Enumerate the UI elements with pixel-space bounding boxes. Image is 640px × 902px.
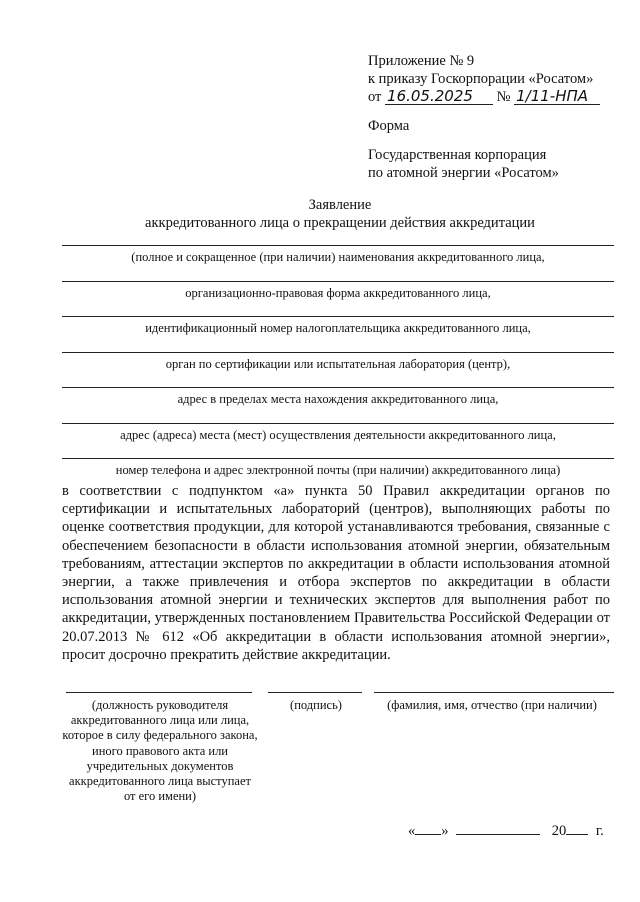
month-fill-line[interactable] (456, 822, 540, 835)
field-name[interactable] (62, 245, 614, 265)
full-name-fill-line[interactable] (374, 692, 614, 693)
fill-line[interactable] (62, 245, 614, 246)
handwritten-date: 16.05.2025 (385, 88, 493, 105)
form-label: Форма (368, 118, 410, 134)
field-activity-address[interactable] (62, 423, 614, 443)
field-caption: идентификационный номер налогоплательщика аккредитованного лица, (145, 321, 531, 335)
field-legal-form[interactable] (62, 281, 614, 301)
org-line-2: по атомной энергии «Росатом» (368, 165, 559, 181)
fill-line[interactable] (62, 281, 614, 282)
fill-line[interactable] (62, 387, 614, 388)
signature-caption: (подпись) (290, 698, 342, 712)
title-line-2: аккредитованного лица о прекращении действия аккредитации (145, 215, 535, 231)
year-suffix: г. (595, 823, 604, 839)
field-caption: орган по сертификации или испытательная лаборатория (центр), (165, 357, 511, 371)
position-fill-line[interactable] (66, 692, 252, 693)
org-line-1: Государственная корпорация (368, 147, 547, 163)
position-caption: (должность руководителя аккредитованного лица или лица, которое в силу федерального закона, иного правового акта или учредительных документов аккредитованного лица выступает от его имени) (62, 698, 258, 804)
open-quote: « (408, 823, 416, 839)
appendix-number: Приложение № 9 (368, 53, 475, 69)
year-fill-line[interactable] (566, 822, 588, 835)
field-legal-address[interactable] (62, 387, 614, 407)
field-caption: адрес в пределах места нахождения аккредитованного лица, (177, 392, 499, 406)
date-line (408, 822, 604, 840)
order-reference: к приказу Госкорпорации «Росатом» (368, 71, 594, 87)
full-name-caption: (фамилия, имя, отчество (при наличии) (387, 698, 597, 712)
document-title (62, 196, 618, 232)
body-paragraph: в соответствии с подпунктом «а» пункта 50 Правил аккредитации органов по сертификации и испытательных лабораторий (центров), выполняющих работы по оценке соответствия продукции, для которой устанавливаются требования, связанные с обеспечением безопасности в области использования атомной энергии, обязательным требованиям, аттестации экспертов по аккредитации в области использования атомной энергии, а также привлечения и отбора экспертов по аккредитации в области использования атомной энергии и технических экспертов для выполнения работ по аккредитации, утвержденных постановлением Правительства Российской Федерации от 20.07.2013 № 612 «Об аккредитации в области использования атомной энергии», просит досрочно прекратить действие аккредитации. (62, 483, 610, 663)
field-caption: адрес (адреса) места (мест) осуществления деятельности аккредитованного лица, (120, 428, 556, 442)
number-label: № (496, 89, 511, 105)
close-quote: » (441, 823, 449, 839)
handwritten-number: 1/11-НПА (514, 88, 600, 105)
field-body-type[interactable] (62, 352, 614, 372)
signature-fill-line[interactable] (268, 692, 362, 693)
field-caption: номер телефона и адрес электронной почты (при наличии) аккредитованного лица) (115, 463, 561, 477)
field-contacts[interactable] (62, 458, 614, 478)
fill-line[interactable] (62, 458, 614, 459)
fill-line[interactable] (62, 423, 614, 424)
fill-line[interactable] (62, 316, 614, 317)
appendix-header (368, 52, 628, 106)
from-prefix: от (368, 89, 382, 105)
year-prefix: 20 (551, 823, 567, 839)
field-caption: (полное и сокращенное (при наличии) наименования аккредитованного лица, (131, 250, 545, 264)
title-line-1: Заявление (308, 197, 372, 213)
day-fill-line[interactable] (415, 822, 441, 835)
field-caption: организационно-правовая форма аккредитованного лица, (185, 286, 491, 300)
field-inn[interactable] (62, 316, 614, 336)
recipient-organization (368, 146, 628, 182)
fill-line[interactable] (62, 352, 614, 353)
order-date-number-line (368, 88, 628, 106)
